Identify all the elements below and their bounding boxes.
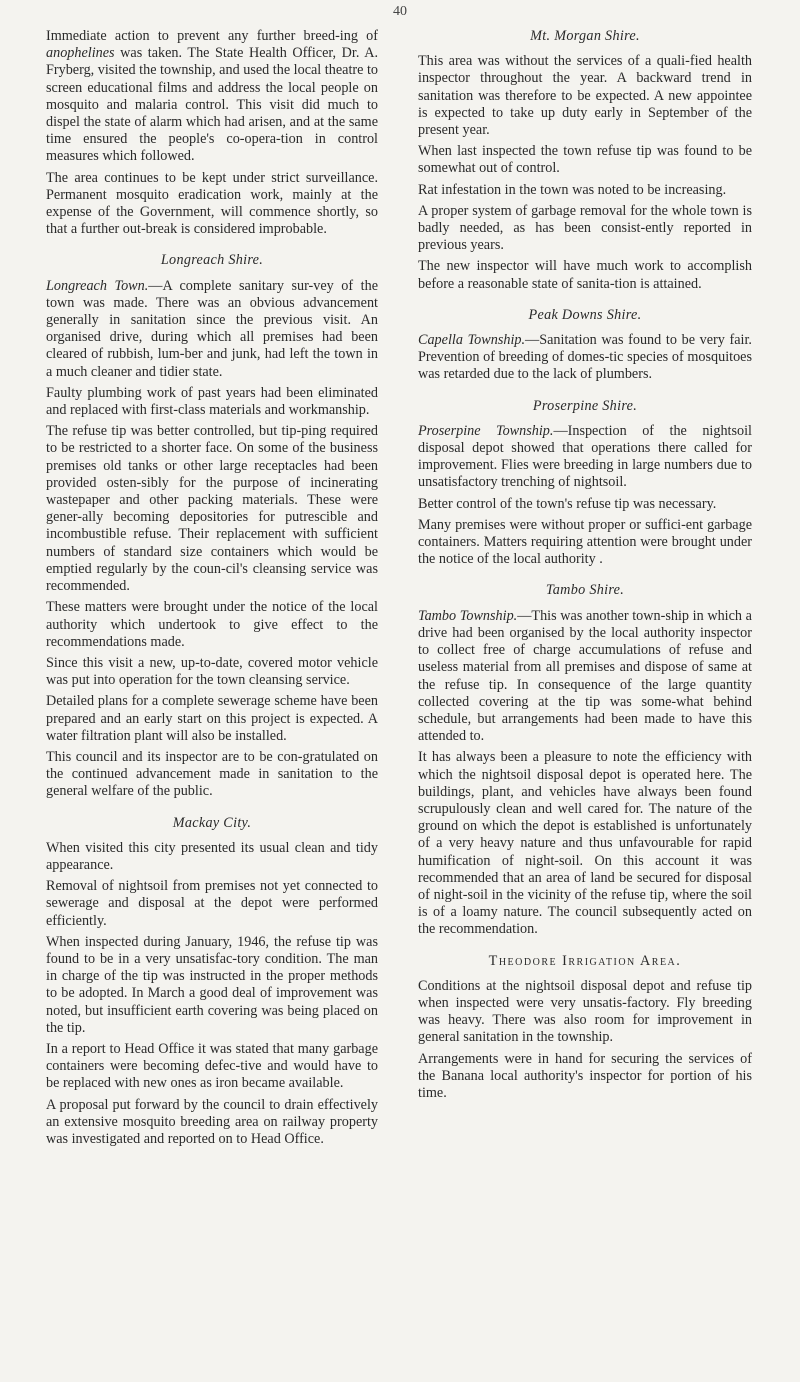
run-in-heading: Proserpine Township. — [418, 422, 554, 439]
paragraph — [418, 332, 752, 384]
paragraph: This council and its inspector are to be con-gratulated on the continued advancement made in sanitation to the general welfare of the public. — [46, 748, 378, 800]
section-heading-proserpine: Proserpine Shire. — [532, 397, 638, 414]
paragraph-text: —Sanitation was found to be very fair. Prevention of breeding of domes-tic species of mosquitoes was retarded due to the lack of plumbers. — [418, 332, 752, 383]
section-heading-peak-downs: Peak Downs Shire. — [528, 306, 642, 323]
paragraph: This area was without the services of a quali-fied health inspector throughout the year. A backward trend in sanitation was therefore to be expected. A new appointee is expected to take up duty early in September of the present year. — [418, 53, 752, 139]
paragraph-text: —A complete sanitary sur-vey of the town was made. There was an obvious advancement generally in sanitation since the previous visit. An organised drive, during which all premises had been cleared of rubbish, lum-ber and junk, had left the town in a much cleaner and tidier state. — [46, 277, 378, 380]
paragraph: Better control of the town's refuse tip was necessary. — [418, 495, 717, 512]
paragraph: The area continues to be kept under strict surveillance. Permanent mosquito eradication work, mainly at the expense of the Government, will commence shortly, so that a further out-break is considered improbable. — [46, 169, 378, 238]
paragraph: A proposal put forward by the council to drain effectively an extensive mosquito breeding area on railway property was investigated and reported on to Head Office. — [46, 1096, 378, 1147]
run-in-heading: Capella Township. — [418, 332, 526, 349]
paragraph: Since this visit a new, up-to-date, covered motor vehicle was put into operation for the town cleansing service. — [46, 654, 378, 689]
paragraph: Removal of nightsoil from premises not yet connected to sewerage and disposal at the depot were performed efficiently. — [46, 878, 378, 929]
section-heading-tambo: Tambo Shire. — [545, 582, 625, 599]
paragraph — [46, 28, 378, 166]
right-column — [418, 28, 752, 1106]
paragraph: When last inspected the town refuse tip was found to be somewhat out of control. — [418, 143, 752, 177]
paragraph: A proper system of garbage removal for the whole town is badly needed, as has been consist-ently reported in previous years. — [418, 202, 752, 254]
paragraph: Detailed plans for a complete sewerage scheme have been prepared and an early start on this project is expected. A water filtration plant will also be installed. — [46, 693, 378, 744]
section-heading-theodore: Theodore Irrigation Area. — [488, 952, 682, 969]
paragraph — [418, 423, 752, 492]
paragraph: The new inspector will have much work to accomplish before a reasonable state of sanita-tion is attained. — [418, 258, 752, 292]
paragraph: These matters were brought under the notice of the local authority which undertook to give effect to the recommendations made. — [46, 599, 378, 650]
paragraph — [46, 278, 378, 381]
paragraph: Faulty plumbing work of past years had been eliminated and replaced with first-class materials and workmanship. — [46, 384, 378, 419]
paragraph-text: Immediate action to prevent any further breed-ing of — [46, 28, 378, 44]
paragraph: The refuse tip was better controlled, but tip-ping required to be restricted to a shorter face. On some of the business premises old tanks or other large receptacles had been provided osten-sibly for the purpose of incinerating wastepaper and other packing materials. These were gener-ally becoming depositories for putrescible and incombustible refuse. Their replacement with sufficient numbers of standard size containers which would be emptied regularly by the coun-cil's cleansing service was recommended. — [46, 423, 378, 595]
paragraph: Conditions at the nightsoil disposal depot and refuse tip when inspected were very unsatis-factory. Fly breeding was heavy. There was also room for improvement in general sanitation in the township. — [418, 977, 752, 1046]
paragraph-text: was taken. The State Health Officer, Dr. A. Fryberg, visited the township, and used the local theatre to screen educational films and address the local people on mosquito and malaria control. This visit did much to dispel the state of alarm which had arisen, and at the same time ensured the people's co-opera-tion in control measures which followed. — [46, 45, 378, 165]
paragraph: Rat infestation in the town was noted to be increasing. — [418, 181, 727, 198]
section-heading-mt-morgan: Mt. Morgan Shire. — [530, 28, 640, 44]
emphasis-text: anophelines — [46, 45, 115, 62]
section-heading-longreach: Longreach Shire. — [160, 252, 264, 269]
run-in-heading: Tambo Township. — [418, 607, 518, 624]
section-heading-mackay: Mackay City. — [172, 814, 252, 831]
paragraph — [418, 608, 752, 746]
run-in-heading: Longreach Town. — [46, 277, 149, 294]
paragraph: Arrangements were in hand for securing the services of the Banana local authority's inspector for portion of his time. — [418, 1050, 752, 1101]
left-column — [46, 28, 378, 1152]
paragraph: When inspected during January, 1946, the refuse tip was found to be in a very unsatisfac-tory condition. The man in charge of the tip was instructed in the proper methods to be adopted. In March a good deal of improvement was noted, but insufficient earth covering was being placed on the tip. — [46, 933, 378, 1036]
paragraph: It has always been a pleasure to note the efficiency with which the nightsoil disposal depot is operated here. The buildings, plant, and vehicles have always been found scrupulously clean and well cared for. The nature of the ground on which the depot is established is unfortunately of a very heavy nature and thus unfavourable for rapid humification of night-soil. On this account it was recommended that an area of land be secured for disposal of night-soil in the vicinity of the refuse tip, where the soil is of a loamy nature. The council subsequently acted on the recommendation. — [418, 749, 752, 938]
page-number: 40 — [393, 4, 407, 19]
paragraph: In a report to Head Office it was stated that many garbage containers were becoming defec-tive and would have to be replaced with new ones as iron became available. — [46, 1040, 378, 1092]
paragraph-text: —Inspection of the nightsoil disposal depot showed that operations there called for improvement. Flies were breeding in large numbers due to unsatisfactory trenching of nightsoil. — [418, 422, 752, 491]
paragraph: When visited this city presented its usual clean and tidy appearance. — [46, 839, 378, 873]
paragraph: Many premises were without proper or suffici-ent garbage containers. Matters requiring attention were brought under the notice of the local authority . — [418, 516, 752, 568]
paragraph-text: —This was another town-ship in which a drive had been organised by the local authority inspector to collect free of charge accumulations of refuse and useless material from all premises and dispose of same at the refuse tip. In consequence of the large quantity collected covering at the tip was some-what behind schedule, but arrangements had been made to have this attended to. — [418, 607, 752, 745]
